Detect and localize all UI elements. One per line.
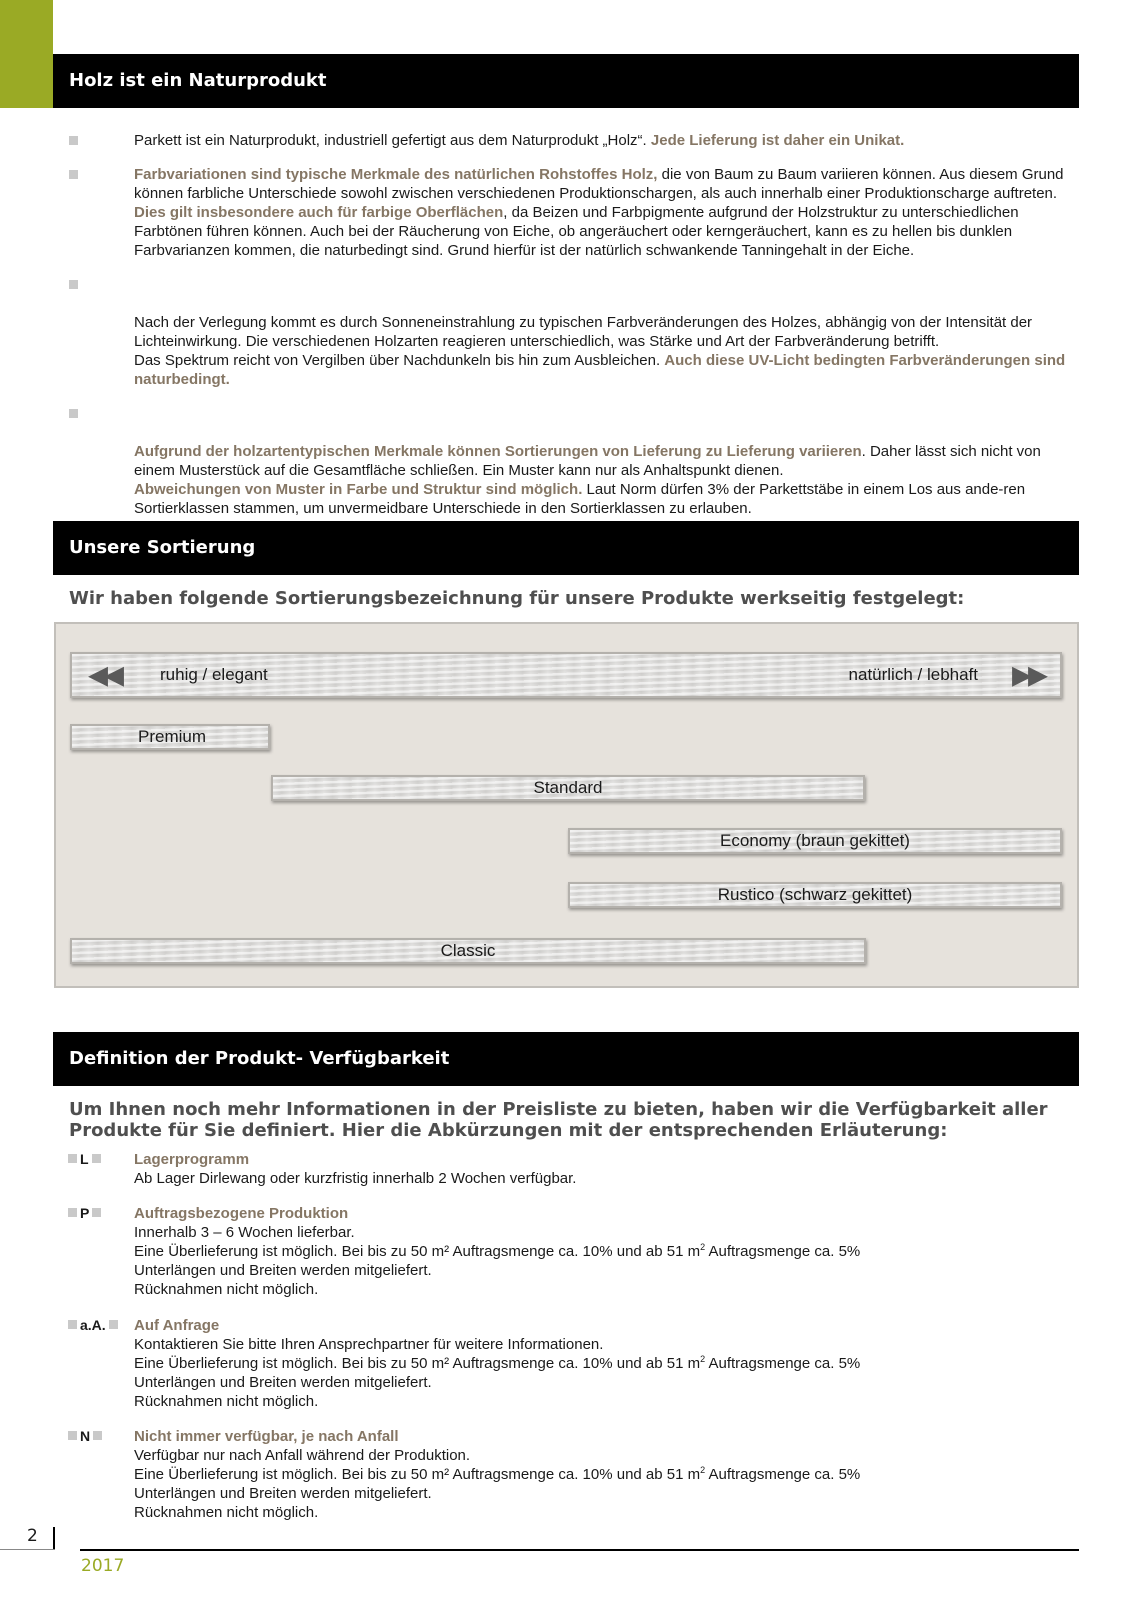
availability-line bbox=[134, 1354, 1074, 1373]
availability-line: Rücknahmen nicht möglich. bbox=[134, 1281, 319, 1298]
bullet-square-icon bbox=[69, 409, 78, 418]
text-run: , da Beizen und Farbpigmente aufgrund der Holzstruktur zu unterschiedlichen Farbtönen führen können. Auch bei der Räucherung von Eiche, ob angeräuchert oder kerngeräuchert, kann es zu hellen bis dunklen Farbvarianzen kommen, die naturbedingt sind. Grund hierfür ist der natürlich schwankende Tanningehalt in der Eiche. bbox=[134, 204, 1019, 259]
intro-item bbox=[0, 404, 1132, 537]
text-run-highlight: Aufgrund der holzartentypischen Merkmale können Sortierungen von Lieferung zu Lieferung variieren bbox=[134, 443, 862, 460]
availability-line: Unterlängen und Breiten werden mitgeliefert. bbox=[134, 1374, 432, 1391]
superscript: 2 bbox=[700, 1242, 706, 1252]
text-run-highlight: Farbvariationen sind typische Merkmale des natürlichen Rohstoffes Holz, bbox=[134, 166, 658, 183]
availability-code bbox=[68, 1204, 104, 1223]
bullet-square-icon bbox=[68, 1154, 77, 1163]
text-run: . Daher lässt sich nicht von einem Musterstück auf die Gesamtfläche schließen. Ein Muster kann nur als Anhaltspunkt dienen. bbox=[134, 443, 1041, 479]
availability-code bbox=[68, 1427, 105, 1446]
intro-list bbox=[0, 131, 1132, 552]
section-title: Definition der Produkt- Verfügbarkeit bbox=[69, 1048, 450, 1069]
line-text: Auftragsmenge ca. 5% bbox=[705, 1243, 861, 1260]
bullet-square-icon bbox=[69, 136, 78, 145]
superscript: 2 bbox=[700, 1465, 706, 1475]
availability-line bbox=[134, 1242, 1074, 1261]
availability-title: Lagerprogramm bbox=[134, 1151, 250, 1168]
line-text: Auftragsmenge ca. 5% bbox=[705, 1355, 861, 1372]
text-run: Nach der Verlegung kommt es durch Sonneneinstrahlung zu typischen Farbveränderungen des Holzes, abhängig von der Intensität der Lichteinwirkung. Die verschiedenen Holzarten reagieren unterschiedlich, was Stärke und Art der Farbveränderung betrifft. Das Spektrum reicht von Vergilben über Nachdunkeln bis hin zum Ausbleichen. bbox=[134, 314, 1033, 369]
sort-intro: Wir haben folgende Sortierungsbezeichnung für unsere Produkte werkseitig festgelegt: bbox=[69, 588, 965, 609]
code-label: L bbox=[80, 1151, 89, 1167]
footer-rule bbox=[80, 1549, 1079, 1551]
line-text: Auftragsmenge ca. 5% bbox=[705, 1466, 861, 1483]
availability-body bbox=[134, 1204, 1074, 1299]
bullet-square-icon bbox=[92, 1154, 101, 1163]
grade-bar-classic bbox=[70, 938, 866, 964]
availability-body bbox=[134, 1316, 1074, 1411]
bullet-square-icon bbox=[68, 1208, 77, 1217]
availability-line: Rücknahmen nicht möglich. bbox=[134, 1393, 319, 1410]
availability-line: Ab Lager Dirlewang oder kurzfristig innerhalb 2 Wochen verfügbar. bbox=[134, 1170, 577, 1187]
grade-bar-rustico bbox=[568, 882, 1062, 908]
section-header-naturprodukt bbox=[53, 54, 1079, 108]
bullet-square-icon bbox=[92, 1208, 101, 1217]
line-text: Eine Überlieferung ist möglich. Bei bis zu 50 m² Auftragsmenge ca. 10% und ab 51 m bbox=[134, 1243, 701, 1260]
section-title: Unsere Sortierung bbox=[69, 537, 256, 558]
text-run-highlight: Auch diese UV-Licht bedingten Farbveränderungen sind naturbedingt. bbox=[134, 352, 1066, 388]
availability-line: Verfügbar nur nach Anfall während der Produktion. bbox=[134, 1447, 471, 1464]
availability-title: Nicht immer verfügbar, je nach Anfall bbox=[134, 1428, 399, 1445]
availability-line: Unterlängen und Breiten werden mitgeliefert. bbox=[134, 1262, 432, 1279]
grade-label: Rustico (schwarz gekittet) bbox=[717, 885, 913, 904]
bullet-square-icon bbox=[68, 1320, 77, 1329]
availability-line: Rücknahmen nicht möglich. bbox=[134, 1504, 319, 1521]
grade-label: Premium bbox=[138, 727, 207, 746]
line-text: Eine Überlieferung ist möglich. Bei bis zu 50 m² Auftragsmenge ca. 10% und ab 51 m bbox=[134, 1466, 701, 1483]
text-run-highlight: Dies gilt insbesondere auch für farbige Oberflächen bbox=[134, 204, 504, 221]
text-run: Laut Norm dürfen 3% der Parkettstäbe in einem Los aus ande-ren Sortierklassen stammen, um unvermeidbare Unterschiede in den Sortierklassen zu erlauben. bbox=[134, 481, 1026, 517]
bullet-square-icon bbox=[68, 1431, 77, 1440]
rewind-arrows-icon: ◀◀ bbox=[88, 659, 120, 690]
availability-code bbox=[68, 1316, 121, 1335]
grade-bar-economy bbox=[568, 828, 1062, 854]
text-run-highlight: Jede Lieferung ist daher ein Unikat. bbox=[650, 132, 905, 149]
superscript: 2 bbox=[700, 1354, 706, 1364]
sorting-scale-bar bbox=[70, 652, 1062, 698]
forward-arrows-icon: ▶▶ bbox=[1012, 659, 1044, 690]
sorting-panel bbox=[54, 622, 1079, 988]
scale-left-label: ruhig / elegant bbox=[160, 665, 268, 684]
section-header-sortierung bbox=[53, 521, 1079, 575]
availability-line: Innerhalb 3 – 6 Wochen lieferbar. bbox=[134, 1224, 355, 1241]
accent-tab bbox=[0, 0, 53, 108]
availability-body bbox=[134, 1427, 1074, 1522]
grade-label: Economy (braun gekittet) bbox=[720, 831, 910, 850]
grade-label: Standard bbox=[533, 778, 603, 797]
availability-title: Auf Anfrage bbox=[134, 1317, 220, 1334]
line-text: Eine Überlieferung ist möglich. Bei bis zu 50 m² Auftragsmenge ca. 10% und ab 51 m bbox=[134, 1355, 701, 1372]
footer-year: 2017 bbox=[81, 1556, 125, 1576]
availability-line bbox=[134, 1465, 1074, 1484]
text-run-highlight: Abweichungen von Muster in Farbe und Struktur sind möglich. bbox=[134, 481, 583, 498]
grade-label: Classic bbox=[440, 941, 496, 960]
bullet-square-icon bbox=[69, 280, 78, 289]
availability-body bbox=[134, 1150, 1074, 1188]
availability-line: Kontaktieren Sie bitte Ihren Ansprechpartner für weitere Informationen. bbox=[134, 1336, 604, 1353]
code-label: N bbox=[80, 1428, 91, 1444]
code-label: P bbox=[80, 1205, 90, 1221]
section-header-verfuegbarkeit bbox=[53, 1032, 1079, 1086]
scale-right-label: natürlich / lebhaft bbox=[848, 665, 978, 684]
text-run: die von Baum zu Baum variieren können. Aus diesem Grund können farbliche Unterschiede sowohl zwischen verschiedenen Produktionschargen, als auch innerhalb einer Produktionscharge auftreten. bbox=[134, 166, 1064, 202]
grade-bar-premium bbox=[70, 724, 270, 750]
intro-item bbox=[0, 165, 1132, 260]
page-number-baseline bbox=[0, 1549, 55, 1550]
page-number-divider bbox=[53, 1527, 55, 1549]
page-number: 2 bbox=[27, 1526, 38, 1546]
availability-intro: Um Ihnen noch mehr Informationen in der Preisliste zu bieten, haben wir die Verfügbarkeit aller Produkte für Sie definiert. Hier die Abkürzungen mit der entsprechenden Erläuterung: bbox=[69, 1099, 1048, 1141]
availability-title: Auftragsbezogene Produktion bbox=[134, 1205, 349, 1222]
intro-item bbox=[0, 275, 1132, 389]
availability-line: Unterlängen und Breiten werden mitgeliefert. bbox=[134, 1485, 432, 1502]
bullet-square-icon bbox=[109, 1320, 118, 1329]
bullet-square-icon bbox=[69, 170, 78, 179]
bullet-square-icon bbox=[93, 1431, 102, 1440]
code-label: a.A. bbox=[80, 1317, 106, 1333]
availability-code bbox=[68, 1150, 104, 1169]
intro-item bbox=[0, 131, 1132, 150]
grade-bar-standard bbox=[271, 775, 865, 801]
text-run: Parkett ist ein Naturprodukt, industriell gefertigt aus dem Naturprodukt „Holz“. bbox=[134, 132, 651, 149]
section-title: Holz ist ein Naturprodukt bbox=[69, 70, 327, 91]
